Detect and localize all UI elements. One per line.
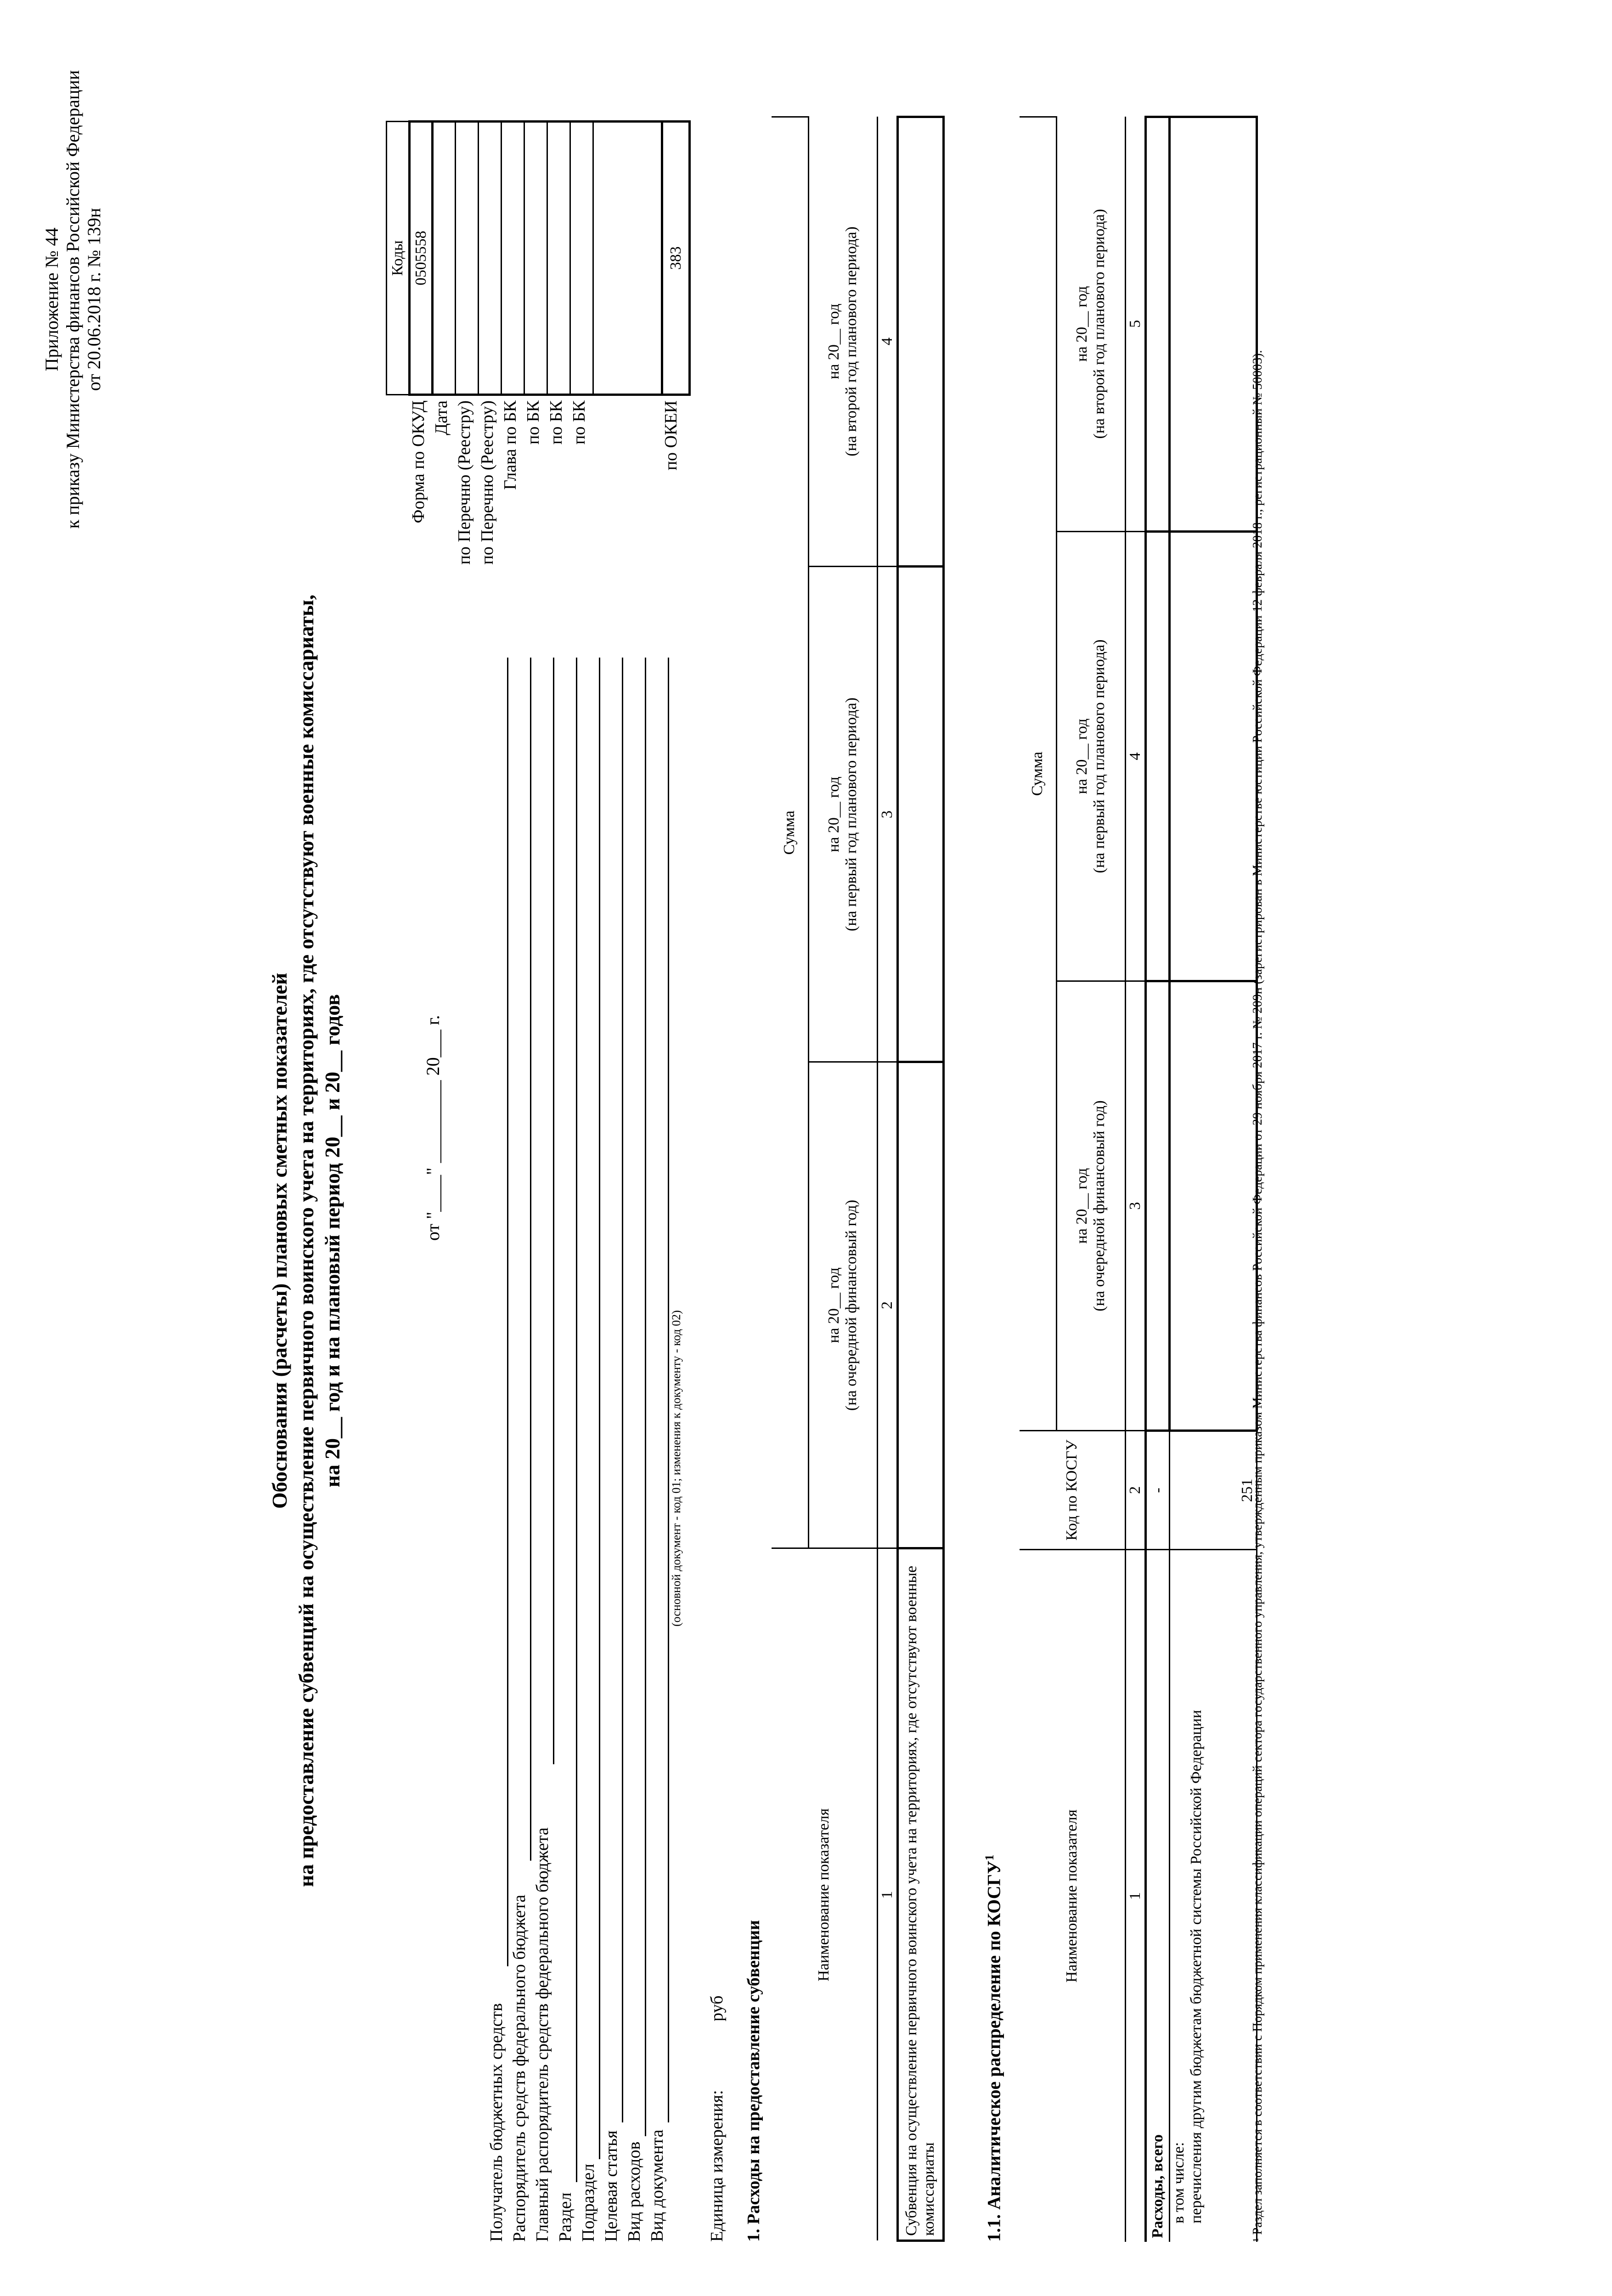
s1-num: 3 bbox=[877, 567, 897, 1062]
code-label bbox=[592, 400, 615, 690]
field-section: Раздел bbox=[556, 2192, 575, 2242]
section11-title-text: 1.1. Аналитическое распределение по КОСГУ bbox=[983, 1860, 1004, 2242]
title-line-1: Обоснования (расчеты) плановых сметных показателей bbox=[268, 973, 291, 1509]
s11-cell bbox=[1145, 117, 1169, 532]
code-cell bbox=[479, 122, 502, 395]
codes-table bbox=[386, 120, 691, 396]
s11-col-name: Наименование показателя bbox=[1020, 1550, 1125, 2242]
footnote-mark: 1 bbox=[983, 1854, 996, 1861]
underline bbox=[576, 658, 577, 2182]
s1-row-subvention: Субвенция на осуществление первичного воинского учета на территориях, где отсутствуют военные комиссариаты bbox=[897, 1548, 943, 2241]
okud-code: 0505558 bbox=[410, 122, 433, 395]
s11-num: 2 bbox=[1125, 1431, 1145, 1550]
codes-header: Коды bbox=[387, 122, 410, 395]
s11-col5-desc: (на второй год планового периода) bbox=[1091, 209, 1108, 439]
s11-row-sub-text: перечисления другим бюджетам бюджетной системы Российской Федерации bbox=[1187, 1710, 1205, 2223]
unit-label: Единица измерения: bbox=[707, 2090, 727, 2242]
field-expense-type: Вид расходов bbox=[625, 2141, 644, 2242]
s11-cell bbox=[1169, 981, 1257, 1431]
s11-num: 5 bbox=[1125, 117, 1145, 532]
date-line: от "____" _________ 20___ г. bbox=[423, 1015, 443, 1241]
s1-col4-desc: (на второй год планового периода) bbox=[843, 226, 860, 456]
s11-row-sub-code: 251 bbox=[1169, 1431, 1257, 1550]
underline bbox=[507, 658, 508, 1966]
s1-num: 4 bbox=[877, 117, 897, 567]
s11-row-total: Расходы, всего bbox=[1145, 1550, 1169, 2242]
section11-title bbox=[983, 1855, 1004, 2242]
title-line-3: на 20__ год и на плановый период 20__ и 20__ годов bbox=[321, 994, 344, 1487]
s11-cell bbox=[1169, 532, 1257, 981]
s11-num: 4 bbox=[1125, 532, 1145, 981]
s1-col4-year: на 20__ год bbox=[825, 304, 842, 379]
code-label: Глава по БК bbox=[501, 400, 520, 490]
doc-type-note: (основной документ - код 01; изменения к документу - код 02) bbox=[670, 1310, 683, 1626]
appendix-line-3: от 20.06.2018 г. № 139н bbox=[84, 208, 104, 391]
fields-block bbox=[487, 1654, 671, 2242]
s11-col-kosgu: Код по КОСГУ bbox=[1020, 1431, 1125, 1550]
s1-cell bbox=[897, 117, 943, 567]
s11-col5-year: на 20__ год bbox=[1073, 286, 1090, 362]
underline bbox=[553, 658, 554, 1764]
s1-num: 2 bbox=[877, 1062, 897, 1548]
code-cell bbox=[570, 122, 593, 395]
code-label: по БК bbox=[524, 400, 543, 445]
s1-col-sum: Сумма bbox=[772, 117, 808, 1549]
underline bbox=[599, 658, 600, 2159]
codes-labels bbox=[386, 400, 684, 690]
s11-row-total-code: - bbox=[1145, 1431, 1169, 1550]
underline bbox=[668, 658, 669, 2122]
section11-table bbox=[1020, 116, 1258, 2242]
appendix-line-2: к приказу Министерства финансов Российской Федерации bbox=[62, 70, 83, 529]
s11-cell bbox=[1145, 981, 1169, 1431]
code-label: по БК bbox=[569, 400, 589, 445]
code-label: по БК bbox=[547, 400, 566, 445]
title-line-2: на предоставление субвенций на осуществление первичного воинского учета на территориях, где отсутствуют военные комиссариаты, bbox=[294, 594, 318, 1887]
code-cell bbox=[433, 122, 456, 395]
field-target-article: Целевая статья bbox=[602, 2130, 621, 2242]
s11-col4-year: на 20__ год bbox=[1073, 718, 1090, 794]
s11-col-4 bbox=[1056, 532, 1125, 981]
s11-col4-desc: (на первый год планового периода) bbox=[1091, 639, 1108, 873]
s11-cell bbox=[1145, 532, 1169, 981]
code-cell bbox=[502, 122, 524, 395]
s11-col-5 bbox=[1056, 117, 1125, 532]
field-recipient: Получатель бюджетных средств bbox=[487, 2003, 506, 2242]
s1-col-name: Наименование показателя bbox=[772, 1548, 877, 2241]
s1-col3-year: на 20__ год bbox=[825, 777, 842, 852]
unit-value: руб bbox=[707, 1995, 727, 2021]
s11-row-sub bbox=[1169, 1550, 1257, 2242]
s11-col-sum: Сумма bbox=[1020, 117, 1056, 1431]
s11-cell bbox=[1169, 117, 1257, 532]
rotated-form bbox=[28, 47, 1580, 2251]
s11-num: 3 bbox=[1125, 981, 1145, 1431]
s1-col-3 bbox=[808, 567, 877, 1062]
s1-col2-desc: (на очередной финансовый год) bbox=[843, 1199, 860, 1411]
appendix-header bbox=[41, 47, 105, 552]
field-chief-manager: Главный распорядитель средств федерального бюджета bbox=[533, 1827, 552, 2242]
code-cell bbox=[547, 122, 570, 395]
okei-label: по ОКЕИ bbox=[661, 400, 681, 471]
code-label: по Перечню (Реестру) bbox=[478, 400, 497, 565]
s11-row-incl: в том числе: bbox=[1170, 2142, 1187, 2223]
code-cell bbox=[524, 122, 547, 395]
underline bbox=[645, 658, 646, 2136]
s11-col-3 bbox=[1056, 981, 1125, 1431]
s1-col-4 bbox=[808, 117, 877, 567]
code-label: Форма по ОКУД bbox=[409, 400, 428, 523]
underline bbox=[622, 658, 623, 2122]
underline bbox=[530, 658, 531, 1861]
field-doc-type: Вид документа bbox=[648, 2129, 667, 2242]
s1-col2-year: на 20__ год bbox=[825, 1267, 842, 1343]
s1-col3-desc: (на первый год планового периода) bbox=[843, 698, 860, 931]
code-label: Дата bbox=[432, 400, 451, 435]
code-label: по Перечню (Реестру) bbox=[455, 400, 474, 565]
s11-num: 1 bbox=[1125, 1550, 1145, 2242]
s1-cell bbox=[897, 567, 943, 1062]
appendix-line-1: Приложение № 44 bbox=[41, 227, 62, 371]
s1-cell bbox=[897, 1062, 943, 1548]
code-cell bbox=[593, 122, 662, 395]
section1-table bbox=[772, 116, 945, 2242]
field-manager: Распорядитель средств федерального бюджета bbox=[510, 1895, 529, 2242]
section1-title: 1. Расходы на предоставление субвенции bbox=[744, 1920, 763, 2242]
footnote: ¹ Раздел заполняется в соответствии с Порядком применения классификации операций сектора государственного управления, утвержденным приказом Министерства финансов Российской Федерации от 29 ноября 2017 г. № 209н (зарегистрирован в Министерстве юстиции Российской Федерации 12 февраля 2018 г., регистрационный № 50003). bbox=[1251, 350, 1265, 2242]
s11-col3-desc: (на очередной финансовый год) bbox=[1091, 1100, 1108, 1311]
code-cell bbox=[456, 122, 479, 395]
s1-col-2 bbox=[808, 1062, 877, 1548]
s1-num: 1 bbox=[877, 1548, 897, 2241]
field-subsection: Подраздел bbox=[579, 2163, 598, 2242]
okei-code: 383 bbox=[662, 122, 690, 395]
document-title bbox=[266, 322, 346, 2159]
s11-col3-year: на 20__ год bbox=[1073, 1168, 1090, 1244]
